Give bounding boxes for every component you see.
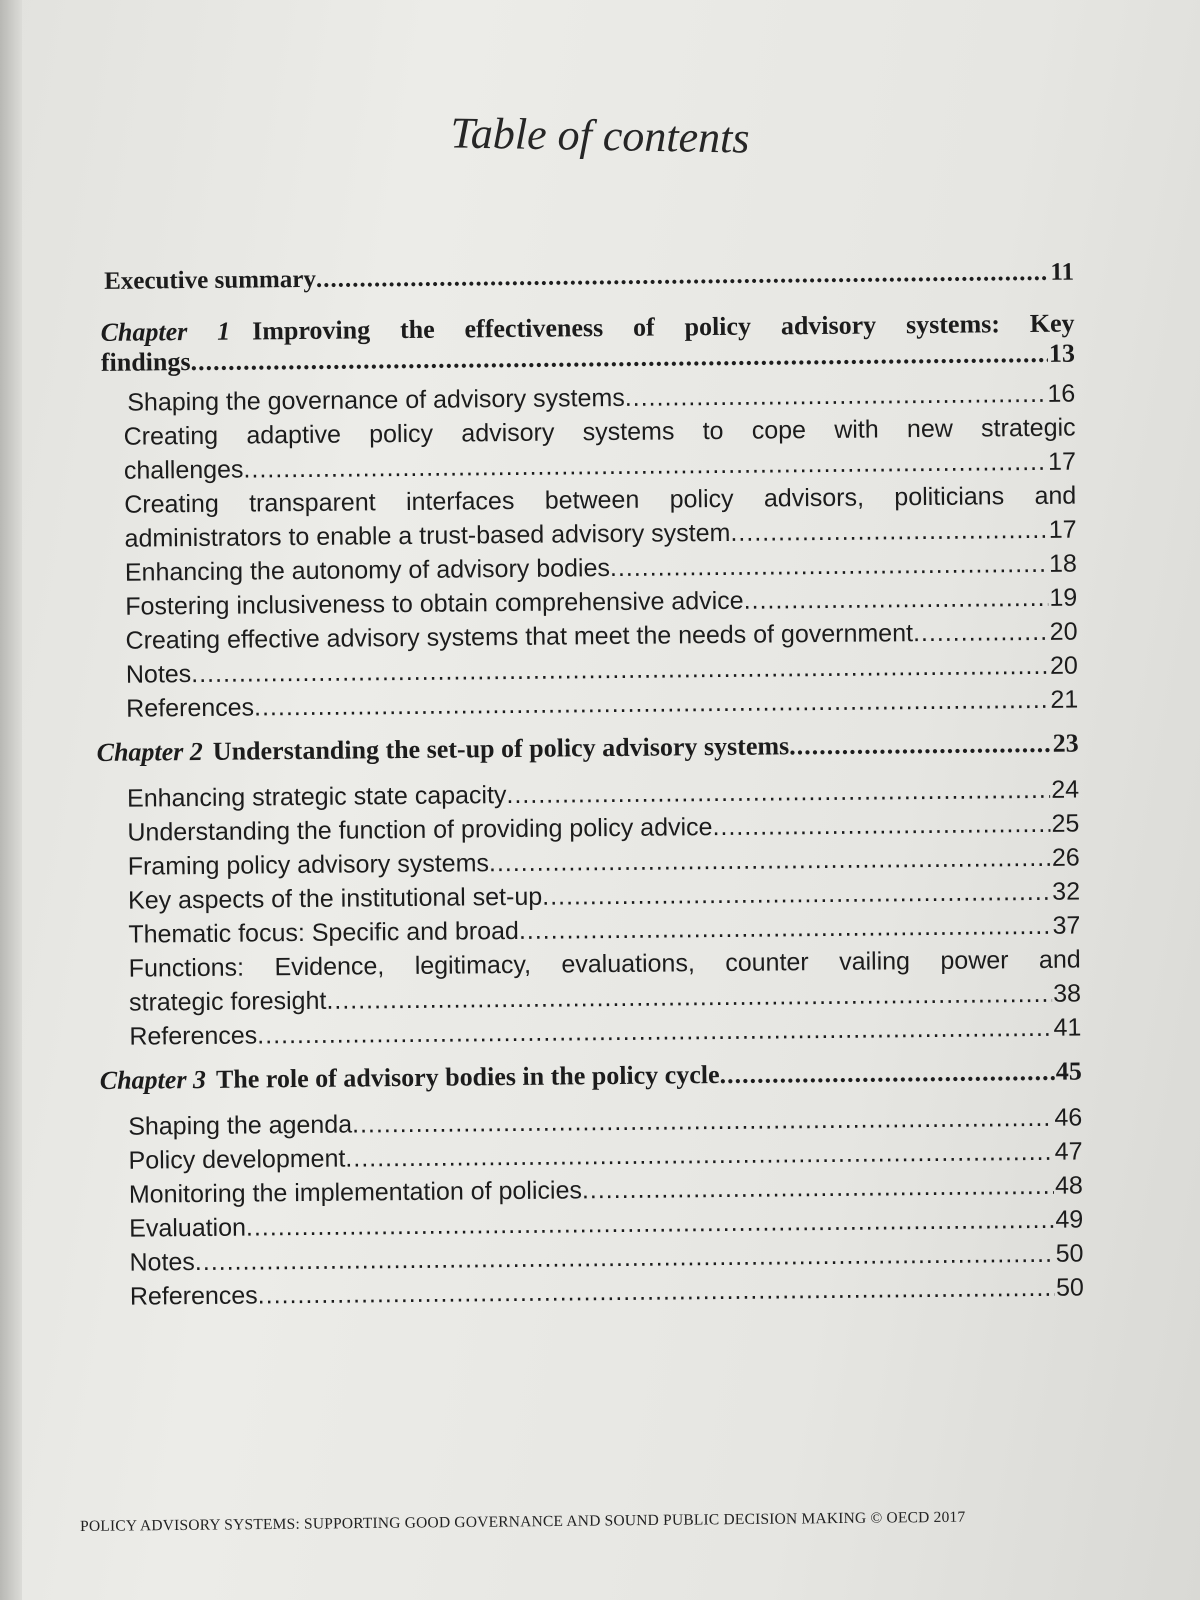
dot-leader bbox=[258, 1271, 1056, 1313]
dot-leader bbox=[506, 773, 1050, 812]
toc-page-number: 50 bbox=[1055, 1273, 1084, 1302]
toc-entry[interactable] bbox=[124, 479, 1077, 556]
toc-page-number: 20 bbox=[1049, 617, 1078, 646]
dot-leader bbox=[789, 729, 1052, 762]
toc-entry-label: Evaluation bbox=[129, 1213, 247, 1243]
dot-leader bbox=[730, 513, 1048, 550]
toc-entry-label: References bbox=[129, 1281, 258, 1311]
toc-entry-label: Key aspects of the institutional set-up bbox=[127, 882, 543, 915]
page-spine-shadow bbox=[0, 0, 22, 1600]
toc-page-number: 45 bbox=[1055, 1056, 1082, 1086]
chapter-title-continued: findings bbox=[100, 347, 191, 377]
chapter-2-sections bbox=[127, 773, 1082, 1054]
toc-entry-label: Creating transparent interfaces between policy advisors, politicians and bbox=[124, 481, 1077, 519]
toc-page-number: 38 bbox=[1053, 979, 1082, 1008]
toc-entry-label: Functions: Evidence, legitimacy, evaluations, counter vailing power and bbox=[128, 945, 1081, 983]
toc-chapter-3[interactable] bbox=[100, 1057, 1082, 1096]
toc-page-number: 13 bbox=[1048, 338, 1076, 368]
toc-entry-label: Notes bbox=[129, 1248, 195, 1277]
chapter-title: The role of advisory bodies in the policy cycle bbox=[215, 1060, 720, 1094]
toc-page-number: 23 bbox=[1052, 728, 1079, 758]
toc-page-number: 19 bbox=[1049, 583, 1078, 612]
chapter-number: Chapter 3 bbox=[99, 1064, 207, 1095]
toc-entry[interactable] bbox=[129, 943, 1082, 1020]
dot-leader bbox=[316, 259, 1050, 294]
toc-page-number: 26 bbox=[1051, 843, 1080, 872]
toc-page-number: 41 bbox=[1053, 1013, 1082, 1042]
toc-entry-label-continued: administrators to enable a trust-based advisory system bbox=[124, 518, 731, 553]
toc-entry-label: Notes bbox=[125, 660, 192, 689]
toc-entry-label: Enhancing the autonomy of advisory bodies bbox=[124, 554, 611, 587]
toc-entry-label: References bbox=[129, 1021, 258, 1051]
toc-entry-label: References bbox=[126, 693, 255, 723]
toc-page-number: 49 bbox=[1055, 1205, 1084, 1234]
page-title: Table of contents bbox=[450, 108, 750, 163]
dot-leader bbox=[257, 1011, 1053, 1053]
dot-leader bbox=[519, 909, 1052, 948]
chapter-title: Improving the effectiveness of policy advisory systems: Key bbox=[252, 308, 1075, 346]
toc-page-number: 21 bbox=[1050, 685, 1079, 714]
chapter-number: Chapter 2 bbox=[96, 736, 203, 767]
toc-entry-label: Creating adaptive policy advisory systems to cope with new strategic bbox=[123, 413, 1076, 451]
toc-page-number: 18 bbox=[1048, 549, 1078, 578]
toc-page-number: 11 bbox=[1050, 258, 1075, 286]
toc-entry-label-continued: strategic foresight bbox=[128, 986, 327, 1017]
toc-page-number: 20 bbox=[1049, 651, 1078, 680]
toc-page-number: 46 bbox=[1054, 1103, 1083, 1132]
toc-executive-summary[interactable] bbox=[104, 259, 1074, 296]
toc-chapter-1[interactable] bbox=[100, 309, 1075, 378]
toc-page-number: 32 bbox=[1052, 877, 1081, 906]
toc-page-number: 37 bbox=[1052, 911, 1081, 940]
chapter-1-sections bbox=[123, 377, 1078, 726]
dot-leader bbox=[913, 615, 1049, 650]
dot-leader bbox=[743, 581, 1048, 618]
toc-entry-label: Shaping the agenda bbox=[128, 1110, 353, 1141]
table-of-contents bbox=[92, 259, 1084, 1322]
toc-entry-label-continued: challenges bbox=[123, 455, 244, 485]
toc-chapter-2[interactable] bbox=[97, 729, 1079, 768]
dot-leader bbox=[489, 841, 1051, 880]
toc-page-number: 50 bbox=[1055, 1239, 1084, 1268]
toc-entry-label: Creating effective advisory systems that meet the needs of government bbox=[125, 619, 914, 655]
dot-leader bbox=[712, 807, 1050, 844]
toc-page-number: 47 bbox=[1054, 1137, 1083, 1166]
dot-leader bbox=[610, 547, 1048, 585]
toc-entry-label: Understanding the function of providing policy advice bbox=[127, 813, 713, 847]
toc-page-number: 25 bbox=[1051, 809, 1080, 838]
toc-entry-label: Monitoring the implementation of policies bbox=[128, 1176, 583, 1209]
toc-entry-label: Shaping the governance of advisory systems bbox=[127, 383, 625, 417]
toc-entry[interactable] bbox=[123, 411, 1076, 488]
toc-page-number: 48 bbox=[1054, 1171, 1083, 1200]
dot-leader bbox=[625, 377, 1047, 415]
dot-leader bbox=[254, 683, 1050, 725]
dot-leader bbox=[582, 1169, 1054, 1208]
page-footer: POLICY ADVISORY SYSTEMS: SUPPORTING GOOD GOVERNANCE AND SOUND PUBLIC DECISION MAKING © OECD 2017 bbox=[80, 1508, 966, 1535]
toc-page-number: 24 bbox=[1051, 775, 1080, 804]
toc-entry-label: Fostering inclusiveness to obtain comprehensive advice bbox=[125, 586, 744, 621]
toc-page-number: 17 bbox=[1047, 447, 1077, 476]
chapter-3-sections bbox=[128, 1101, 1084, 1314]
chapter-number: Chapter 1 bbox=[100, 316, 231, 347]
toc-entry-label: Executive summary bbox=[103, 265, 317, 295]
toc-entry-label: Policy development bbox=[128, 1144, 346, 1175]
toc-entry-label: Framing policy advisory systems bbox=[127, 849, 490, 881]
toc-entry-label: Enhancing strategic state capacity bbox=[126, 781, 507, 813]
toc-page-number: 17 bbox=[1048, 515, 1077, 544]
dot-leader bbox=[542, 875, 1051, 914]
toc-entry-label: Thematic focus: Specific and broad bbox=[128, 916, 520, 949]
dot-leader bbox=[719, 1057, 1054, 1090]
chapter-title: Understanding the set-up of policy advisory systems bbox=[212, 731, 790, 766]
toc-page-number: 16 bbox=[1047, 379, 1076, 408]
